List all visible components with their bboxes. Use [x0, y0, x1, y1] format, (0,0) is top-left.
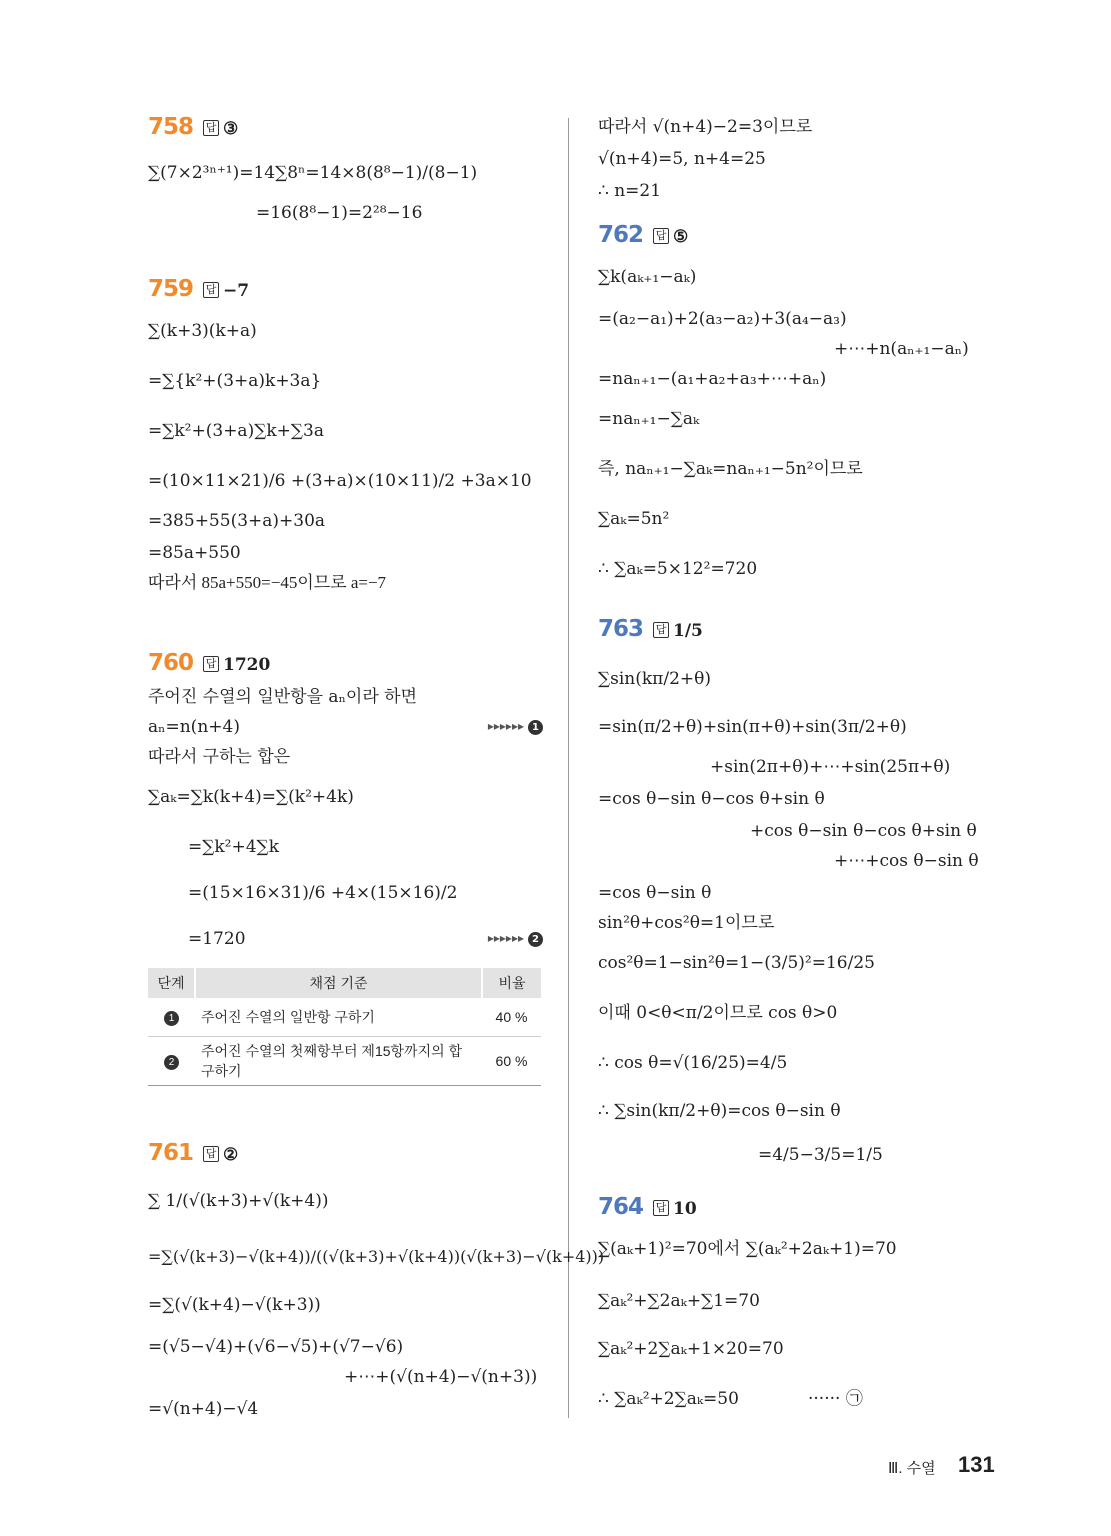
solution-line: cos²θ=1−sin²θ=1−(3/5)²=16/25	[598, 953, 875, 973]
solution-line: 이때 0<θ<π/2이므로 cos θ>0	[598, 1003, 838, 1023]
answer-icon: 답	[653, 228, 669, 244]
table-row	[148, 998, 541, 1037]
grading-criteria-table	[148, 968, 541, 1086]
answer-icon: 답	[653, 1200, 669, 1216]
solution-line: +cos θ−sin θ−cos θ+sin θ	[750, 821, 977, 841]
solution-line: √(n+4)=5, n+4=25	[598, 149, 766, 169]
solution-line: =∑(√(k+4)−√(k+3))	[148, 1295, 321, 1315]
problem-number: 762	[598, 222, 644, 248]
solution-line: =85a+550	[148, 543, 241, 563]
answer-value: ⑤	[673, 227, 689, 247]
solution-line: =cos θ−sin θ−cos θ+sin θ	[598, 789, 825, 809]
solution-line: =cos θ−sin θ	[598, 883, 712, 903]
solution-line: =∑k²+4∑k	[188, 837, 279, 857]
problem-number: 764	[598, 1194, 644, 1220]
answer-icon: 답	[203, 656, 219, 672]
answer-icon: 답	[203, 1146, 219, 1162]
solution-line: =385+55(3+a)+30a	[148, 511, 326, 531]
solution-line: =∑k²+(3+a)∑k+∑3a	[148, 421, 324, 441]
solution-line: ∑(k+3)(k+a)	[148, 321, 257, 341]
ratio-text: 60 %	[482, 1037, 541, 1086]
ratio-text: 40 %	[482, 998, 541, 1037]
problem-763-header	[598, 618, 703, 642]
step-marker-2: ▸▸▸▸▸▸ 2	[488, 931, 543, 947]
solution-line: ∑sin(kπ/2+θ)	[598, 669, 712, 689]
solution-line: =sin(π/2+θ)+sin(π+θ)+sin(3π/2+θ)	[598, 717, 907, 737]
problem-764-header	[598, 1196, 697, 1220]
solution-line: ∴ n=21	[598, 181, 662, 201]
solution-line: 따라서 85a+550=−45이므로 a=−7	[148, 573, 387, 592]
solution-line: =∑{k²+(3+a)k+3a}	[148, 371, 322, 391]
answer-value: 1/5	[673, 621, 703, 641]
solution-line: ∴ ∑sin(kπ/2+θ)=cos θ−sin θ	[598, 1101, 841, 1121]
solution-line: 즉, naₙ₊₁−∑aₖ=naₙ₊₁−5n²이므로	[598, 459, 863, 479]
step-number: 1	[164, 1011, 179, 1026]
solution-line: ∑(aₖ+1)²=70에서 ∑(aₖ²+2aₖ+1)=70	[598, 1239, 897, 1259]
solution-line: =∑(√(k+3)−√(k+4))/((√(k+3)+√(k+4))(√(k+3)−√(k+4)))	[148, 1247, 605, 1266]
solution-line: =4/5−3/5=1/5	[758, 1145, 883, 1165]
answer-value: ②	[223, 1145, 239, 1165]
solution-line: sin²θ+cos²θ=1이므로	[598, 913, 775, 933]
answer-value: 10	[673, 1199, 697, 1219]
solution-line: =√(n+4)−√4	[148, 1399, 259, 1419]
solution-line: ∑ 1/(√(k+3)+√(k+4))	[148, 1191, 329, 1211]
solution-line: +⋯+cos θ−sin θ	[834, 851, 979, 871]
step-marker-1: ▸▸▸▸▸▸ 1	[488, 719, 543, 735]
solution-line: ∑aₖ=5n²	[598, 509, 670, 529]
solution-line: =naₙ₊₁−(a₁+a₂+a₃+⋯+aₙ)	[598, 369, 827, 389]
solution-line: =16(8⁸−1)=2²⁸−16	[256, 203, 423, 223]
answer-icon: 답	[203, 120, 219, 136]
solution-line: =1720	[188, 929, 246, 949]
answer-value: 1720	[223, 655, 271, 675]
table-row	[148, 1037, 541, 1086]
problem-number: 761	[148, 1140, 194, 1166]
solution-line: ∴ ∑aₖ=5×12²=720	[598, 559, 758, 579]
solution-line: =(10×11×21)/6 +(3+a)×(10×11)/2 +3a×10	[148, 471, 532, 491]
solution-line: 따라서 √(n+4)−2=3이므로	[598, 117, 813, 137]
solution-line: aₙ=n(n+4)	[148, 717, 240, 737]
answer-icon: 답	[203, 282, 219, 298]
table-header: 비율	[482, 968, 541, 998]
solution-line: 주어진 수열의 일반항을 aₙ이라 하면	[148, 687, 418, 707]
answer-value: ③	[223, 119, 239, 139]
problem-762-header	[598, 224, 688, 248]
problem-761-header	[148, 1142, 238, 1166]
solution-line: =naₙ₊₁−∑aₖ	[598, 409, 700, 429]
chapter-label: Ⅲ. 수열	[888, 1460, 936, 1477]
equation-label: ······ ㉠	[808, 1389, 863, 1409]
solution-line: ∴ ∑aₖ²+2∑aₖ=50	[598, 1389, 739, 1409]
problem-number: 763	[598, 616, 644, 642]
problem-758-header	[148, 116, 238, 140]
solution-line: 따라서 구하는 합은	[148, 747, 291, 767]
solution-line: ∑k(aₖ₊₁−aₖ)	[598, 267, 697, 287]
solution-line: +⋯+n(aₙ₊₁−aₙ)	[834, 339, 969, 359]
solution-line: ∴ cos θ=√(16/25)=4/5	[598, 1053, 788, 1073]
solution-line: ∑aₖ²+2∑aₖ+1×20=70	[598, 1339, 784, 1359]
criterion-text: 주어진 수열의 일반항 구하기	[195, 998, 482, 1037]
solution-line: =(√5−√4)+(√6−√5)+(√7−√6)	[148, 1337, 404, 1357]
page-number: 131	[958, 1452, 995, 1477]
solution-line: +⋯+(√(n+4)−√(n+3))	[344, 1367, 538, 1387]
table-header: 채점 기준	[195, 968, 482, 998]
solution-line: ∑(7×2³ⁿ⁺¹)=14∑8ⁿ=14×8(8⁸−1)/(8−1)	[148, 163, 478, 183]
table-header: 단계	[148, 968, 195, 998]
problem-number: 759	[148, 276, 194, 302]
solution-line: ∑aₖ=∑k(k+4)=∑(k²+4k)	[148, 787, 354, 807]
solution-line: +sin(2π+θ)+⋯+sin(25π+θ)	[710, 757, 951, 777]
solution-line: ∑aₖ²+∑2aₖ+∑1=70	[598, 1291, 760, 1311]
criterion-text: 주어진 수열의 첫째항부터 제15항까지의 합 구하기	[195, 1037, 482, 1086]
solution-line: =(a₂−a₁)+2(a₃−a₂)+3(a₄−a₃)	[598, 309, 847, 329]
answer-value: −7	[223, 281, 250, 301]
answer-icon: 답	[653, 622, 669, 638]
step-number: 2	[164, 1055, 179, 1070]
column-divider	[568, 118, 569, 1418]
problem-number: 760	[148, 650, 194, 676]
problem-759-header	[148, 278, 249, 302]
solution-line: =(15×16×31)/6 +4×(15×16)/2	[188, 883, 458, 903]
problem-760-header	[148, 652, 270, 676]
problem-number: 758	[148, 114, 194, 140]
